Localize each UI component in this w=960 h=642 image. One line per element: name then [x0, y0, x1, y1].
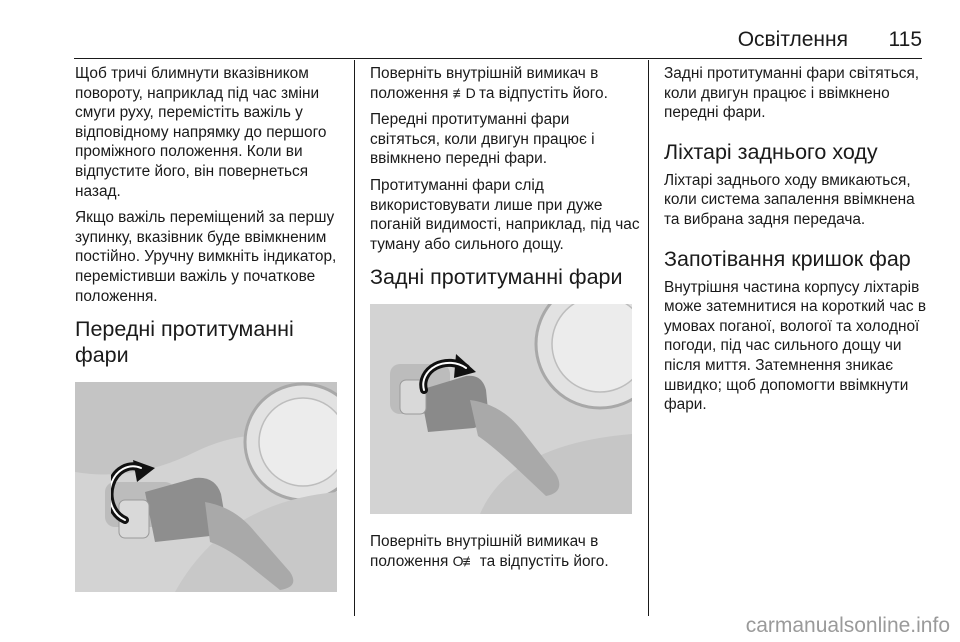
- page-header: [0, 24, 960, 56]
- page-number: 115: [888, 28, 922, 51]
- rotate-arrow-icon: [111, 458, 171, 528]
- heading-reversing-lights: Ліхтарі заднього ходу: [664, 139, 878, 164]
- front-fog-light-icon: ≢D: [452, 84, 475, 101]
- paragraph-front-fog-switch: Поверніть внутрішній вимикач в положення ≢D та відпустіть його.: [370, 65, 608, 102]
- paragraph-turn-signal-flash: Щоб тричі блимнути вказівником повороту, наприклад під час зміни смуги руху, перемістіть важіль у відповідному напрямку до першого проміжного положення. Коли ви відпустите його, він повернеться назад.: [75, 65, 327, 200]
- column-3: [664, 64, 934, 422]
- figure-front-fog-switch: [75, 382, 337, 592]
- paragraph-turn-signal-permanent: Якщо важіль переміщений за першу зупинку, вказівник буде ввімкненим постійно. Уручну вимкніть індикатор, перемістивши важіль у початкове положення.: [75, 209, 337, 305]
- paragraph-front-fog-usage: Протитуманні фари слід використовувати лише при дуже поганій видимості, наприклад, під час туману або сильного дощу.: [370, 176, 640, 253]
- column-1: [75, 64, 345, 610]
- section-title: Освітлення: [737, 28, 848, 51]
- rotate-arrow-icon: [416, 350, 478, 400]
- paragraph-front-fog-on: Передні протитуманні фари світяться, коли двигун працює і ввімкнено передні фари.: [370, 111, 595, 168]
- column-2: [370, 64, 642, 579]
- heading-rear-fog-lights: Задні протитуманні фари: [370, 265, 623, 290]
- watermark: carmanualsonline.info: [745, 614, 950, 637]
- heading-headlight-fogging: Запотівання кришок фар: [664, 246, 911, 271]
- column-divider-2: [648, 60, 649, 616]
- paragraph-reversing-lights: Ліхтарі заднього ходу вмикаються, коли система запалення ввімкнена та вибрана задня передача.: [664, 171, 915, 228]
- paragraph-headlight-fogging: Внутрішня частина корпусу ліхтарів може затемнитися на короткий час в умовах поганої, вологої та холодної погоди, під час сильного дощу чи після миття. Затемнення зникає швидко; щоб допомогти ввімкнути фари.: [664, 278, 927, 414]
- stalk-illustration: [370, 304, 632, 514]
- column-divider-1: [354, 60, 355, 616]
- heading-front-fog-lights: Передні протитуманні фари: [75, 317, 294, 368]
- figure-rear-fog-switch: [370, 304, 632, 514]
- paragraph-rear-fog-switch: Поверніть внутрішній вимикач в положення O≢ та відпустіть його.: [370, 533, 609, 570]
- header-rule: [74, 58, 922, 59]
- rear-fog-light-icon: O≢: [452, 552, 476, 569]
- paragraph-rear-fog-on: Задні протитуманні фари світяться, коли двигун працює і ввімкнено передні фари.: [664, 65, 920, 122]
